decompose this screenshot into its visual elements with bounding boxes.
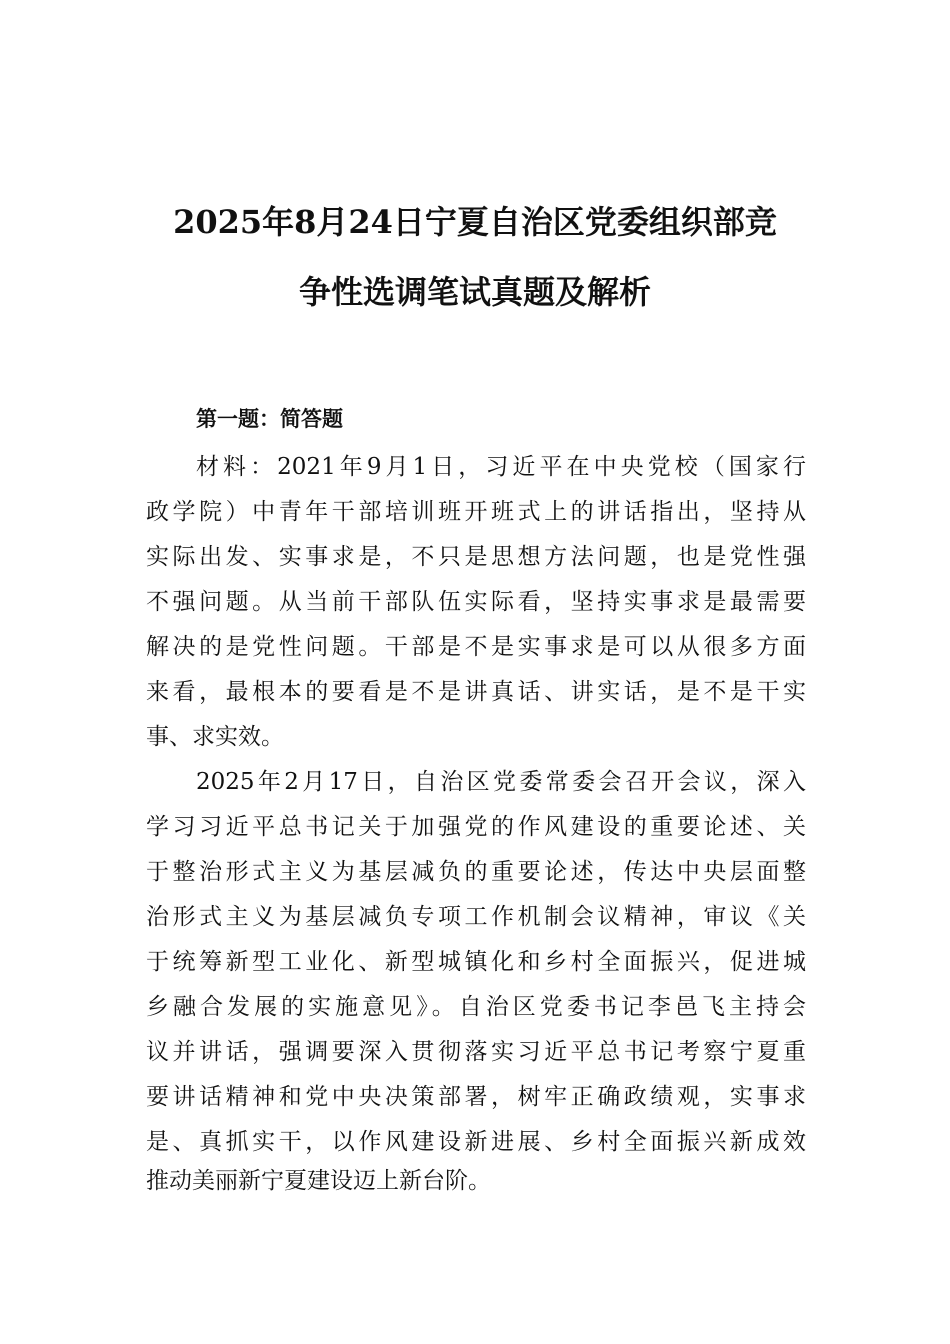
paragraph-2-line: 推动美丽新宁夏建设迈上新台阶。 — [146, 1168, 491, 1194]
section-heading: 第一题：简答题 — [196, 407, 343, 431]
document-title-line-1: 2025年8月24日宁夏自治区党委组织部竞 — [173, 203, 777, 241]
paragraph-2-line: 学习习近平总书记关于加强党的作风建设的重要论述、关 — [146, 814, 806, 840]
paragraph-2-line: 2025年2月17日，自治区党委常委会召开会议，深入 — [196, 769, 806, 795]
paragraph-1-line: 不强问题。从当前干部队伍实际看，坚持实事求是最需要 — [146, 589, 806, 615]
paragraph-2-line: 议并讲话，强调要深入贯彻落实习近平总书记考察宁夏重 — [146, 1039, 806, 1065]
paragraph-2-line: 乡融合发展的实施意见》。自治区党委书记李邑飞主持会 — [146, 994, 806, 1020]
paragraph-2-line: 是、真抓实干，以作风建设新进展、乡村全面振兴新成效 — [146, 1129, 806, 1155]
paragraph-2-line: 治形式主义为基层减负专项工作机制会议精神，审议《关 — [146, 904, 806, 930]
paragraph-2-line: 要讲话精神和党中央决策部署，树牢正确政绩观，实事求 — [146, 1084, 806, 1110]
paragraph-1-line: 政学院）中青年干部培训班开班式上的讲话指出，坚持从 — [146, 499, 806, 525]
paragraph-1-line: 实际出发、实事求是，不只是思想方法问题，也是党性强 — [146, 544, 806, 570]
paragraph-1-line: 材料：2021年9月1日，习近平在中央党校（国家行 — [196, 454, 806, 480]
paragraph-1-line: 事、求实效。 — [146, 724, 284, 750]
paragraph-1-line: 来看，最根本的要看是不是讲真话、讲实话，是不是干实 — [146, 679, 806, 705]
paragraph-1-line: 解决的是党性问题。干部是不是实事求是可以从很多方面 — [146, 634, 806, 660]
paragraph-2-line: 于统筹新型工业化、新型城镇化和乡村全面振兴，促进城 — [146, 949, 806, 975]
paragraph-2-line: 于整治形式主义为基层减负的重要论述，传达中央层面整 — [146, 859, 806, 885]
document-title-line-2: 争性选调笔试真题及解析 — [298, 273, 651, 311]
